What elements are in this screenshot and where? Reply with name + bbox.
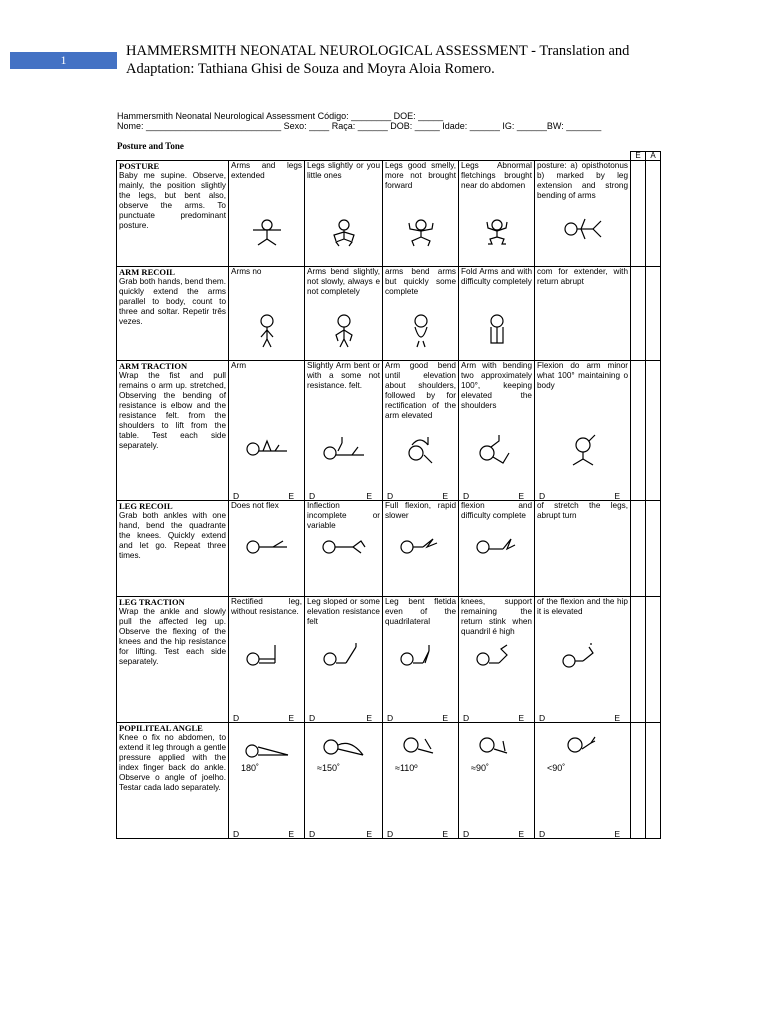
- posture-figure-icon: [461, 217, 532, 245]
- row-instructions-cell: [117, 267, 229, 361]
- score-option-cell[interactable]: [535, 597, 631, 723]
- angle-label: ≈150˚: [317, 763, 340, 773]
- side-labels: [463, 491, 524, 501]
- option-description: knees, support remaining the return stink when quandril é high: [461, 597, 532, 636]
- posture-figure-icon: [461, 643, 532, 669]
- score-option-cell[interactable]: [305, 267, 383, 361]
- row-instructions: Wrap the fist and pull remains o arm up. stretched, Observing the bending of resistance is elbow and the resistance felt. from the shoulders to lift from the table. Test each side separately.: [119, 371, 226, 450]
- score-e-cell[interactable]: [631, 501, 646, 597]
- side-labels: [387, 829, 448, 839]
- angle-label: 180˚: [241, 763, 260, 773]
- score-option-cell[interactable]: [535, 161, 631, 267]
- assessment-row: [117, 161, 661, 267]
- option-description: posture: a) opisthotonus b) marked by leg extension and strong bending of arms: [537, 161, 628, 200]
- side-labels: [309, 491, 372, 501]
- option-description: Arms no: [231, 267, 262, 276]
- side-e-label: E: [442, 491, 448, 501]
- side-d-label: D: [539, 829, 546, 839]
- assessment-row: [117, 267, 661, 361]
- side-labels: [233, 829, 294, 839]
- row-instructions-cell: [117, 161, 229, 267]
- side-labels: [463, 713, 524, 723]
- option-description: Arms and legs extended: [231, 161, 302, 180]
- option-description: Flexion do arm minor what 100° maintaining o body: [537, 361, 628, 390]
- posture-figure-icon: [385, 435, 456, 469]
- score-a-cell[interactable]: [646, 501, 661, 597]
- side-labels: [539, 829, 620, 839]
- side-labels: [309, 713, 372, 723]
- side-labels: [539, 491, 620, 501]
- side-e-label: E: [614, 491, 620, 501]
- score-option-cell[interactable]: [305, 161, 383, 267]
- side-e-label: E: [518, 491, 524, 501]
- posture-figure-icon: [385, 313, 456, 347]
- option-description: Rectified leg, without resistance.: [231, 597, 302, 616]
- option-description: Arm: [231, 361, 247, 370]
- row-instructions-cell: [117, 723, 229, 839]
- score-option-cell[interactable]: [535, 267, 631, 361]
- side-e-label: E: [442, 713, 448, 723]
- row-title: ARM TRACTION: [119, 361, 188, 371]
- posture-figure-icon: [385, 217, 456, 245]
- side-d-label: D: [387, 713, 394, 723]
- score-e-cell[interactable]: [631, 361, 646, 501]
- row-title: POPILITEAL ANGLE: [119, 723, 203, 733]
- option-description: Legs slightly or you little ones: [307, 161, 380, 180]
- score-option-cell[interactable]: [229, 161, 305, 267]
- score-option-cell[interactable]: [383, 723, 459, 839]
- assessment-row: [117, 361, 661, 501]
- side-e-label: E: [518, 713, 524, 723]
- score-option-cell[interactable]: [459, 161, 535, 267]
- side-labels: [387, 491, 448, 501]
- posture-figure-icon: [231, 735, 302, 759]
- option-description: com for extender, with return abrupt: [537, 267, 628, 286]
- posture-figure-icon: [537, 217, 628, 241]
- score-a-cell[interactable]: [646, 267, 661, 361]
- side-d-label: D: [233, 713, 240, 723]
- score-e-cell[interactable]: [631, 161, 646, 267]
- score-option-cell[interactable]: [459, 267, 535, 361]
- row-title: ARM RECOIL: [119, 267, 175, 277]
- posture-figure-icon: [461, 735, 532, 759]
- option-description: Arm good bend until elevation about shoulders, followed by for rectification of the arm elevated: [385, 361, 456, 420]
- option-description: of the flexion and the hip it is elevated: [537, 597, 628, 616]
- assessment-row: [117, 597, 661, 723]
- option-description: arms bend arms but quickly some complete: [385, 267, 456, 296]
- posture-figure-icon: [231, 435, 302, 457]
- side-e-label: E: [614, 713, 620, 723]
- option-description: Arm with bending two approximately 100°, keeping elevated the shoulders: [461, 361, 532, 410]
- assessment-rows: [117, 161, 661, 839]
- side-d-label: D: [233, 491, 240, 501]
- assessment-header-line2: Nome: ___________________________ Sexo: ____ Raça: ______ DOB: _____ Idade: ______ IG: ______BW: _______: [117, 121, 602, 131]
- side-d-label: D: [387, 491, 394, 501]
- side-d-label: D: [463, 491, 470, 501]
- posture-figure-icon: [461, 313, 532, 347]
- option-description: of stretch the legs, abrupt turn: [537, 501, 628, 520]
- posture-figure-icon: [385, 643, 456, 669]
- score-option-cell[interactable]: [459, 501, 535, 597]
- document-title: HAMMERSMITH NEONATAL NEUROLOGICAL ASSESSMENT - Translation and Adaptation: Tathiana Ghisi de Souza and Moyra Aloia Romero.: [126, 43, 630, 77]
- side-d-label: D: [387, 829, 394, 839]
- side-d-label: D: [309, 829, 316, 839]
- option-description: Legs good smelly, more not brought forward: [385, 161, 456, 190]
- score-option-cell[interactable]: [305, 723, 383, 839]
- side-d-label: D: [539, 713, 546, 723]
- posture-figure-icon: [307, 535, 380, 557]
- column-e-header: E: [631, 152, 646, 161]
- assessment-table: [116, 151, 661, 839]
- assessment-row: [117, 723, 661, 839]
- side-d-label: D: [309, 713, 316, 723]
- angle-label: ≈110º: [395, 763, 418, 773]
- option-description: Full flexion, rapid slower: [385, 501, 456, 520]
- score-option-cell[interactable]: [229, 267, 305, 361]
- row-instructions-cell: [117, 501, 229, 597]
- posture-figure-icon: [307, 735, 380, 759]
- row-instructions-cell: [117, 361, 229, 501]
- column-a-header: A: [646, 152, 661, 161]
- score-option-cell[interactable]: [459, 723, 535, 839]
- side-labels: [539, 713, 620, 723]
- option-description: Fold Arms and with difficulty completely: [461, 267, 532, 286]
- angle-label: <90˚: [547, 763, 566, 773]
- side-labels: [233, 491, 294, 501]
- option-description: Slightly Arm bent or with a some not resistance. felt.: [307, 361, 380, 390]
- option-description: Inflection incomplete or variable: [307, 501, 380, 530]
- score-option-cell[interactable]: [459, 597, 535, 723]
- side-e-label: E: [288, 829, 294, 839]
- row-title: POSTURE: [119, 161, 160, 171]
- score-option-cell[interactable]: [305, 597, 383, 723]
- row-title: LEG TRACTION: [119, 597, 185, 607]
- posture-figure-icon: [461, 535, 532, 557]
- side-e-label: E: [518, 829, 524, 839]
- side-d-label: D: [309, 491, 316, 501]
- row-instructions: Wrap the ankle and slowly pull the affected leg up. Observe the flexing of the knees and the hip resistance for lifting. Test each side separately.: [119, 607, 226, 666]
- side-e-label: E: [288, 713, 294, 723]
- score-option-cell[interactable]: [383, 267, 459, 361]
- side-e-label: E: [366, 713, 372, 723]
- page-number-badge: 1: [10, 52, 117, 69]
- score-option-cell[interactable]: [383, 161, 459, 267]
- posture-figure-icon: [231, 313, 302, 347]
- score-e-cell[interactable]: [631, 597, 646, 723]
- score-option-cell[interactable]: [459, 361, 535, 501]
- posture-figure-icon: [385, 735, 456, 759]
- score-option-cell[interactable]: [229, 723, 305, 839]
- score-e-cell[interactable]: [631, 723, 646, 839]
- score-option-cell[interactable]: [229, 361, 305, 501]
- side-d-label: D: [463, 829, 470, 839]
- posture-figure-icon: [231, 643, 302, 669]
- row-instructions-cell: [117, 597, 229, 723]
- side-labels: [309, 829, 372, 839]
- side-d-label: D: [233, 829, 240, 839]
- posture-figure-icon: [537, 435, 628, 469]
- side-labels: [463, 829, 524, 839]
- posture-figure-icon: [231, 217, 302, 245]
- row-instructions: Grab both hands, bend them. quickly extend the arms parallel to body, count to three and soltar. Repetir três vezes.: [119, 277, 226, 326]
- score-option-cell[interactable]: [229, 501, 305, 597]
- side-e-label: E: [366, 829, 372, 839]
- score-a-cell[interactable]: [646, 161, 661, 267]
- angle-label: ≈90˚: [471, 763, 489, 773]
- option-description: Leg sloped or some elevation resistance felt: [307, 597, 380, 626]
- row-instructions: Baby me supine. Observe, mainly, the position slightly the legs, but bent also, observe the arms. To punctuate predominant posture.: [119, 171, 226, 230]
- score-option-cell[interactable]: [535, 723, 631, 839]
- score-option-cell[interactable]: [383, 501, 459, 597]
- section-title: Posture and Tone: [117, 141, 184, 151]
- side-e-label: E: [442, 829, 448, 839]
- score-a-cell[interactable]: [646, 723, 661, 839]
- option-description: flexion and difficulty complete: [461, 501, 532, 520]
- side-labels: [233, 713, 294, 723]
- posture-figure-icon: [307, 313, 380, 347]
- side-d-label: D: [539, 491, 546, 501]
- side-labels: [387, 713, 448, 723]
- posture-figure-icon: [307, 217, 380, 245]
- score-a-cell[interactable]: [646, 597, 661, 723]
- option-description: Does not flex: [231, 501, 279, 510]
- posture-figure-icon: [385, 535, 456, 557]
- side-e-label: E: [288, 491, 294, 501]
- assessment-row: [117, 501, 661, 597]
- ea-header-row: [117, 152, 661, 161]
- side-e-label: E: [614, 829, 620, 839]
- row-title: LEG RECOIL: [119, 501, 173, 511]
- option-description: Arms bend slightly, not slowly, always e not completely: [307, 267, 380, 296]
- score-option-cell[interactable]: [305, 361, 383, 501]
- side-d-label: D: [463, 713, 470, 723]
- score-option-cell[interactable]: [535, 501, 631, 597]
- side-e-label: E: [366, 491, 372, 501]
- posture-figure-icon: [537, 643, 628, 669]
- score-option-cell[interactable]: [229, 597, 305, 723]
- score-option-cell[interactable]: [305, 501, 383, 597]
- posture-figure-icon: [231, 535, 302, 557]
- score-a-cell[interactable]: [646, 361, 661, 501]
- score-option-cell[interactable]: [383, 361, 459, 501]
- score-option-cell[interactable]: [383, 597, 459, 723]
- posture-figure-icon: [307, 435, 380, 463]
- row-instructions: Knee o fix no abdomen, to extend it leg through a gentle pressure applied with the index finger back do ankle. Observe o angle of joelho. Testar cada lado separately.: [119, 733, 226, 792]
- posture-figure-icon: [461, 435, 532, 469]
- assessment-header-line1: Hammersmith Neonatal Neurological Assessment Código: ________ DOE: _____: [117, 111, 444, 121]
- row-instructions: Grab both ankles with one hand, bend the quadrante the knees. Quickly extend and let go. Repeat three times.: [119, 511, 226, 560]
- score-e-cell[interactable]: [631, 267, 646, 361]
- posture-figure-icon: [307, 643, 380, 669]
- option-description: Leg bent fletida even of the quadrilateral: [385, 597, 456, 626]
- posture-figure-icon: [537, 735, 628, 759]
- option-description: Legs Abnormal fletchings brought near do abdomen: [461, 161, 532, 190]
- score-option-cell[interactable]: [535, 361, 631, 501]
